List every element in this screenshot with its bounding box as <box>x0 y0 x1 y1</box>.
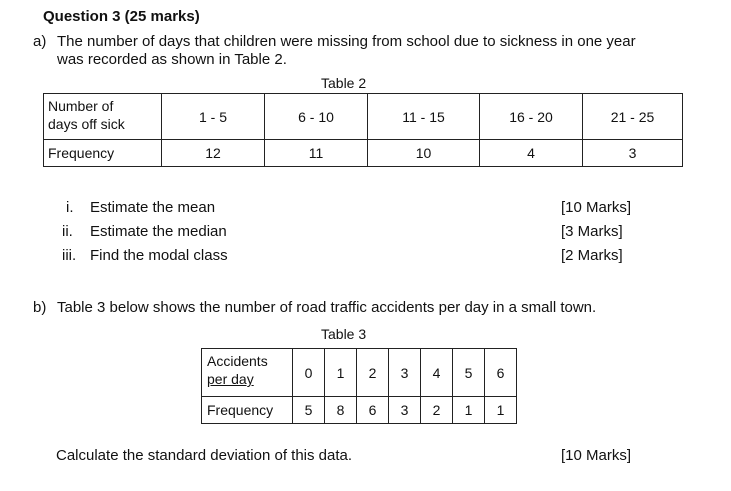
table-3-frequency-cell: 1 <box>485 397 517 424</box>
table-3-frequency-cell: 6 <box>357 397 389 424</box>
table-3-header-line2: per day <box>207 371 254 387</box>
table-3-header-line1: Accidents <box>207 353 268 369</box>
part-b-label: b) <box>33 299 47 316</box>
table-2-header-line2: days off sick <box>48 116 125 132</box>
table-2-class-cell: 11 - 15 <box>368 94 480 140</box>
table-2-frequency-cell: 10 <box>368 140 480 167</box>
table-3-row-frequency <box>202 397 517 424</box>
subquestion-marks: [10 Marks] <box>561 199 632 216</box>
table-3 <box>201 348 517 424</box>
table-3-accidents-cell: 3 <box>389 349 421 397</box>
table-3-frequency-cell: 1 <box>453 397 485 424</box>
table-2-frequency-cell: 12 <box>162 140 265 167</box>
subquestion-numeral: iii. <box>62 247 77 264</box>
subquestion-marks: [2 Marks] <box>561 247 623 264</box>
table-3-frequency-cell: 5 <box>293 397 325 424</box>
table-3-row-accidents <box>202 349 517 397</box>
subquestion-text: Estimate the median <box>90 223 227 240</box>
table-2-row-frequency <box>44 140 683 167</box>
table-2-frequency-cell: 4 <box>480 140 583 167</box>
table-3-row-header-accidents <box>202 349 293 397</box>
table-3-frequency-cell: 3 <box>389 397 421 424</box>
subquestion-text: Find the modal class <box>90 247 228 264</box>
part-a-line1: The number of days that children were missing from school due to sickness in one year <box>57 33 636 50</box>
table-2-class-cell: 6 - 10 <box>265 94 368 140</box>
table-3-row-header-frequency: Frequency <box>202 397 293 424</box>
table-2-caption: Table 2 <box>321 75 367 91</box>
part-a-label: a) <box>33 33 47 50</box>
table-3-accidents-cell: 1 <box>325 349 357 397</box>
table-2-class-cell: 1 - 5 <box>162 94 265 140</box>
table-3-frequency-cell: 8 <box>325 397 357 424</box>
table-2-class-cell: 21 - 25 <box>583 94 683 140</box>
table-2-row-header-frequency: Frequency <box>44 140 162 167</box>
part-a-line2: was recorded as shown in Table 2. <box>57 51 287 68</box>
table-3-accidents-cell: 2 <box>357 349 389 397</box>
subquestion-text: Estimate the mean <box>90 199 216 216</box>
table-3-frequency-cell: 2 <box>421 397 453 424</box>
table-2-header-line1: Number of <box>48 98 114 114</box>
table-2-frequency-cell: 3 <box>583 140 683 167</box>
table-2-row-header-days <box>44 94 162 140</box>
table-3-accidents-cell: 4 <box>421 349 453 397</box>
table-2-row-days <box>44 94 683 140</box>
part-b-marks: [10 Marks] <box>561 447 632 464</box>
part-b-instruction: Calculate the standard deviation of this data. <box>56 447 353 464</box>
table-2-class-cell: 16 - 20 <box>480 94 583 140</box>
table-3-accidents-cell: 6 <box>485 349 517 397</box>
subquestion-numeral: ii. <box>62 223 73 240</box>
table-3-caption: Table 3 <box>321 326 367 342</box>
part-b-line1: Table 3 below shows the number of road traffic accidents per day in a small town. <box>57 299 597 316</box>
table-3-accidents-cell: 0 <box>293 349 325 397</box>
question-title: Question 3 (25 marks) <box>43 8 200 25</box>
subquestion-marks: [3 Marks] <box>561 223 623 240</box>
table-2 <box>43 93 683 167</box>
subquestion-numeral: i. <box>66 199 74 216</box>
table-3-accidents-cell: 5 <box>453 349 485 397</box>
table-2-frequency-cell: 11 <box>265 140 368 167</box>
